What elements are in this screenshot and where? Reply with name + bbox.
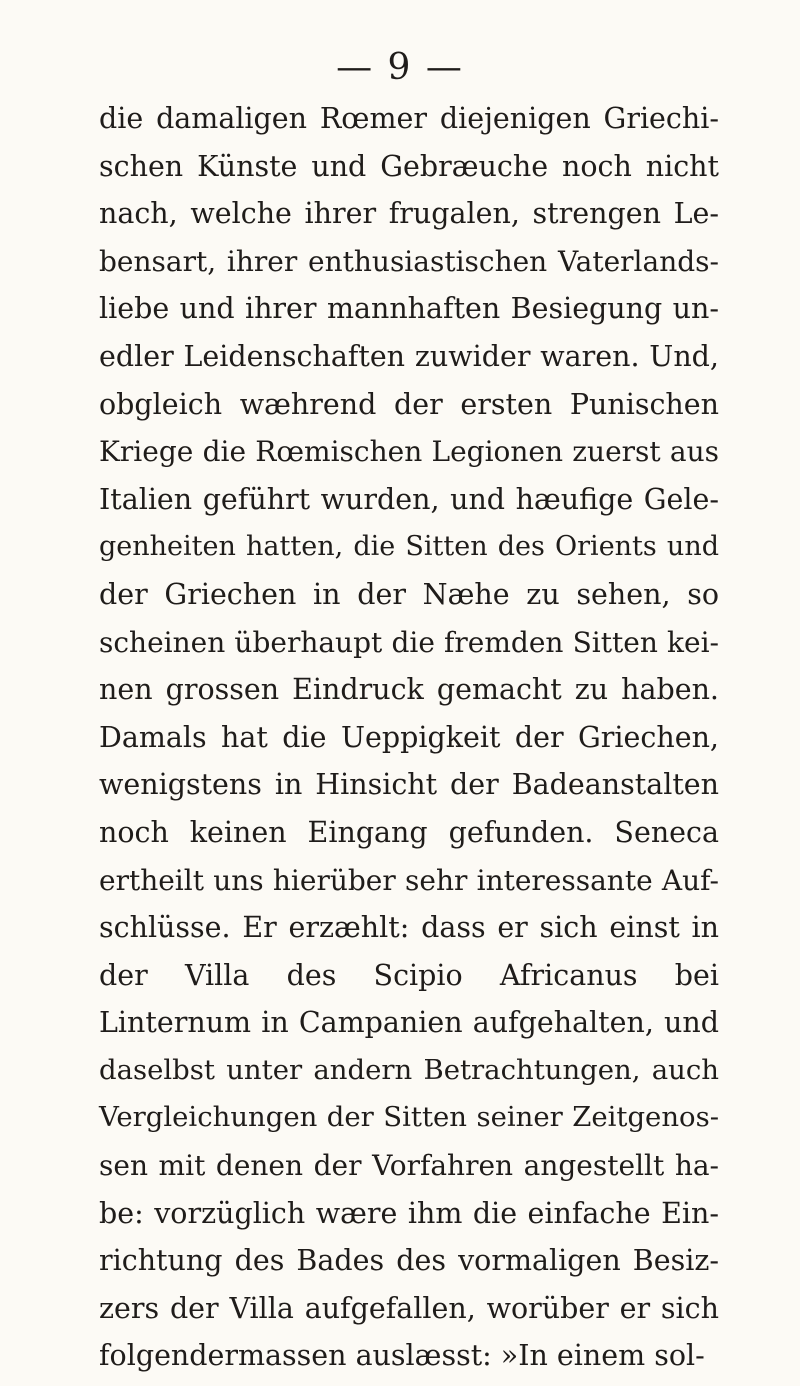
text-line: Linternum in Campanien aufgehalten, und xyxy=(99,1006,719,1040)
text-line: der Griechen in der Næhe zu sehen, so xyxy=(99,577,719,611)
text-line: noch keinen Eingang gefunden. Seneca xyxy=(99,815,719,849)
text-line: schlüsse. Er erzæhlt: dass er sich einst in xyxy=(99,911,719,945)
text-line: folgendermassen auslæsst: »In einem sol- xyxy=(99,1339,705,1373)
text-line: der Villa des Scipio Africanus bei xyxy=(99,958,719,992)
body-text xyxy=(99,95,719,1380)
text-line: richtung des Bades des vormaligen Besiz- xyxy=(99,1244,719,1278)
text-line: zers der Villa aufgefallen, worüber er sich xyxy=(99,1291,719,1325)
text-line: nach, welche ihrer frugalen, strengen Le- xyxy=(99,197,719,231)
text-line: genheiten hatten, die Sitten des Orients und xyxy=(99,531,719,563)
text-line: bensart, ihrer enthusiastischen Vaterlands- xyxy=(99,244,719,278)
text-line: wenigstens in Hinsicht der Badeanstalten xyxy=(99,768,719,802)
text-line: Kriege die Rœmischen Legionen zuerst aus xyxy=(99,435,719,469)
text-line: be: vorzüglich wære ihm die einfache Ein- xyxy=(99,1196,719,1230)
text-line: scheinen überhaupt die fremden Sitten kei- xyxy=(99,625,719,659)
text-line: ertheilt uns hierüber sehr interessante Auf- xyxy=(99,863,719,897)
text-line: die damaligen Rœmer diejenigen Griechi- xyxy=(99,102,719,135)
text-line: obgleich wæhrend der ersten Punischen xyxy=(99,387,719,421)
text-line: schen Künste und Gebræuche noch nicht xyxy=(99,149,719,183)
page-number-text: — 9 — xyxy=(336,47,464,88)
text-line: nen grossen Eindruck gemacht zu haben. xyxy=(99,673,719,707)
text-line: daselbst unter andern Betrachtungen, auch xyxy=(99,1053,719,1086)
text-line: Italien geführt wurden, und hæufige Gele- xyxy=(99,482,719,516)
text-line: liebe und ihrer mannhaften Besiegung un- xyxy=(99,292,719,326)
text-line: Damals hat die Ueppigkeit der Griechen, xyxy=(99,720,719,754)
text-line: sen mit denen der Vorfahren angestellt ha- xyxy=(99,1149,719,1183)
text-line: Vergleichungen der Sitten seiner Zeitgenos- xyxy=(99,1101,719,1134)
text-line: edler Leidenschaften zuwider waren. Und, xyxy=(99,339,719,373)
page-number xyxy=(0,44,800,92)
